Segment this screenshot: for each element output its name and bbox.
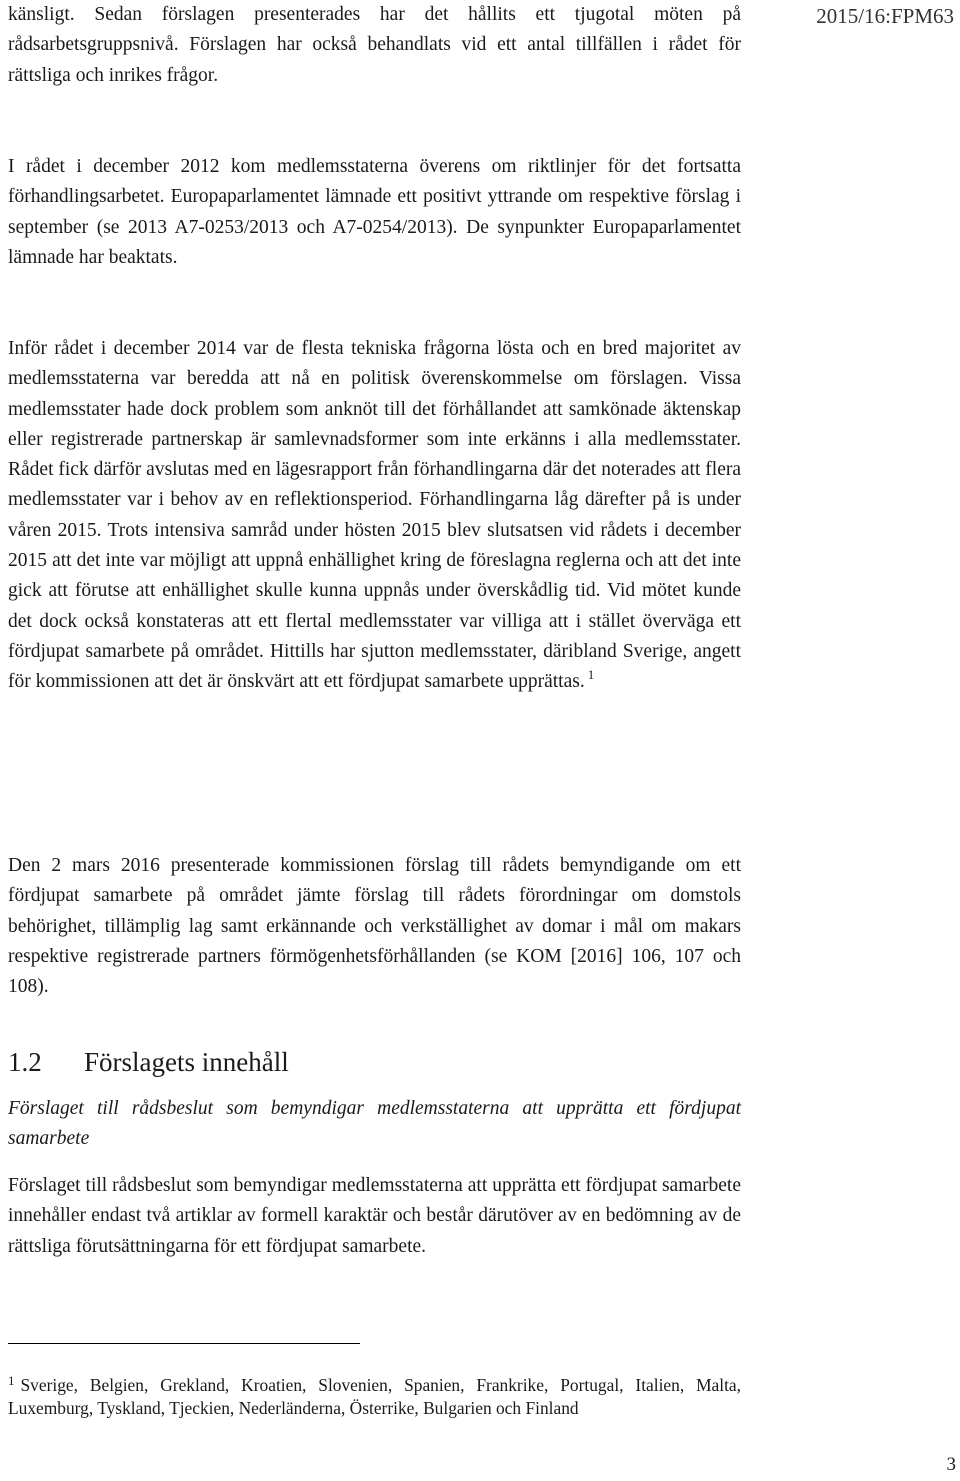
section-body: Förslaget till rådsbeslut som bemyndigar medlemsstaterna att upprätta ett fördjupat samarbete innehåller endast två artiklar av formell karaktär och består därutöver av en bedömning av de rättsliga förutsättningarna för ett fördjupat samarbete. xyxy=(8,1175,741,1257)
paragraph-march-2016: Den 2 mars 2016 presenterade kommissionen förslag till rådets bemyndigande om ett fördjupat samarbete på området jämte förslag till rådets förordningar om domstols behörighet, tillämplig lag samt erkännande och verkställighet av domar i mål om makars respektive registrerade partners förmögenhetsförhållanden (se KOM [2016] 106, 107 och 108). xyxy=(8,855,741,998)
document-id: 2015/16:FPM63 xyxy=(816,4,954,28)
paragraph-december-2012: I rådet i december 2012 kom medlemsstaterna överens om riktlinjer för det fortsatta förhandlingsarbetet. Europaparlamentet lämnade ett positivt yttrande om respektive förslag i september (se 2013 A7-0253/2013 och A7-0254/2013). De synpunkter Europaparlamentet lämnade har beaktats. xyxy=(8,156,741,268)
page-number: 3 xyxy=(946,1454,956,1475)
paragraph-december-2014-text: Inför rådet i december 2014 var de flesta tekniska frågorna lösta och en bred majoritet av medlemsstaterna var beredda att nå en politisk överenskommelse om förslagen. Vissa medlemsstater hade dock problem som anknöt till det förhållandet att samkönade äktenskap eller registrerade partnerskap är samlevnadsformer som inte erkänns i alla medlemsstater. Rådet fick därför avslutas med en lägesrapport från förhandlingarna där det noterades att flera medlemsstater var i behov av en reflektionsperiod. Förhandlingarna låg därefter på is under våren 2015. Trots intensiva samråd under hösten 2015 blev slutsatsen vid rådets i december 2015 att det inte var möjligt att uppnå enhällighet kring de föreslagna reglerna och att det inte gick att förutse att enhällighet skulle kunna uppnås under överskådlig tid. Vid mötet kunde det dock också konstateras att ett flertal medlemsstater var villiga att i stället överväga ett fördjupat samarbete på området. Hittills har sjutton medlemsstater, däribland Sverige, angett för kommissionen att det är önskvärt att ett fördjupat samarbete upprättas. xyxy=(8,338,741,693)
section-subtitle: Förslaget till rådsbeslut som bemyndigar medlemsstaterna att upprätta ett fördjupat samarbete xyxy=(8,1098,741,1150)
footnote-text: Sverige, Belgien, Grekland, Kroatien, Slovenien, Spanien, Frankrike, Portugal, Italien, Malta, Luxemburg, Tyskland, Tjeckien, Nederländerna, Österrike, Bulgarien och Finland xyxy=(8,1375,741,1418)
paragraph-december-2014 xyxy=(8,334,741,699)
footnote-number: 1 xyxy=(8,1373,15,1388)
section-heading xyxy=(8,1042,289,1082)
footnote xyxy=(8,1375,741,1419)
paragraph-intro: känsligt. Sedan förslagen presenterades har det hållits ett tjugotal möten på rådsarbetsgruppsnivå. Förslagen har också behandlats vid ett antal tillfällen i rådet för rättsliga och inrikes frågor. xyxy=(8,4,741,86)
footnote-reference[interactable]: 1 xyxy=(587,667,595,683)
footnote-divider xyxy=(8,1343,360,1344)
section-title: Förslagets innehåll xyxy=(84,1047,289,1077)
section-number: 1.2 xyxy=(8,1047,42,1077)
